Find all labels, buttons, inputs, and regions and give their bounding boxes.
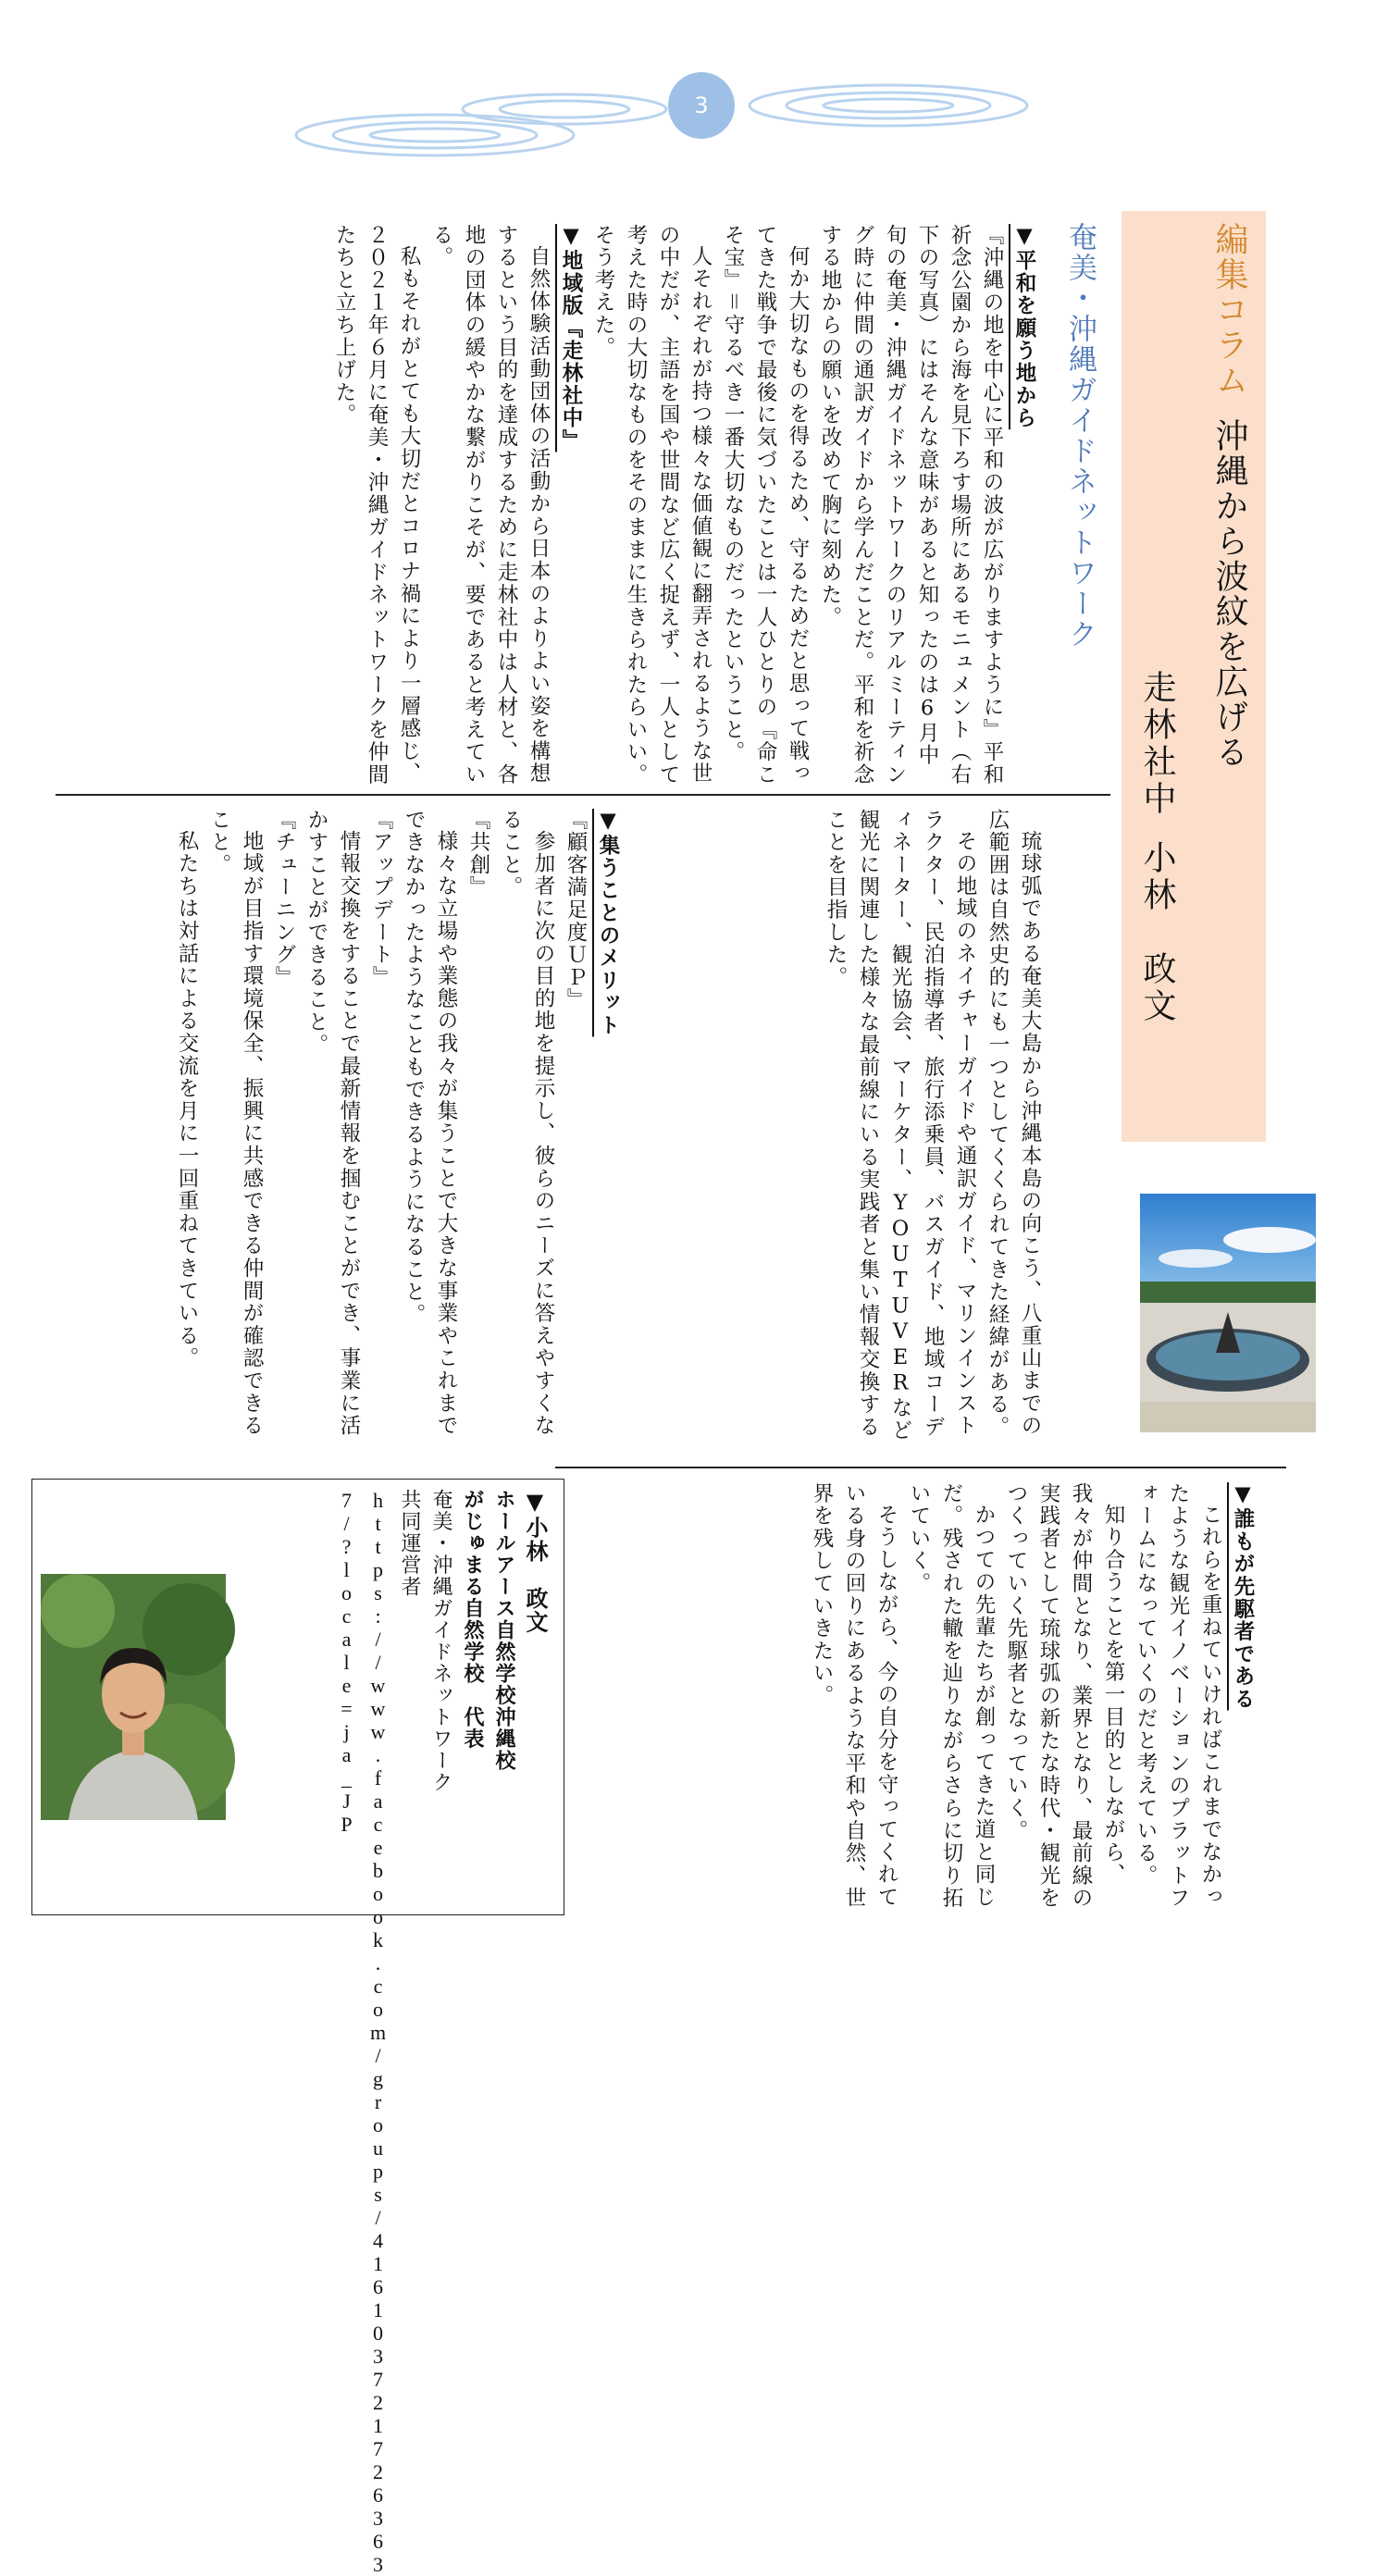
author-organization: 走林社中 xyxy=(1138,670,1176,818)
section-divider xyxy=(56,794,1110,796)
section-divider xyxy=(555,1467,1286,1468)
paragraph: そうしながら、今の自分を守ってくれている身の回りにあるような平和や自然、世界を残していきたい。 xyxy=(810,1482,898,1910)
profile-school-2: がじゅまる自然学校 代表 xyxy=(461,1489,484,1750)
profile-school: ホールアース自然学校沖縄校 xyxy=(492,1489,515,1772)
section-heading-regional: ▼地域版『走林社中』 xyxy=(559,224,583,452)
column-title-box xyxy=(1122,211,1266,1142)
merit-text: 参加者に次の目的地を提示し、彼らのニーズに答えやすくなること。 xyxy=(499,809,555,1437)
paragraph: 私もそれがとても大切だとコロナ禍により一層感じ、２０２１年６月に奄美・沖縄ガイドネットワークを仲間たちと立ち上げた。 xyxy=(332,224,421,786)
paragraph: かつての先輩たちが創ってきた道と同じだ。残された轍を辿りながらさらに切り拓いていく。 xyxy=(907,1482,996,1910)
profile-url-link[interactable]: https://www.facebook.com/groups/416103721726363 7/?locale=ja_JP xyxy=(335,1489,390,2576)
paragraph: 『沖縄の地を中心に平和の波が広がりますように』平和祈念公園から海を見下ろす場所にあるモニュメント（右下の写真）にはそんな意味があると知ったのは6月中旬の奄美・沖縄ガイドネットワークのリアルミーティング時に仲間の通訳ガイドから学んだことだ。平和を祈念する地からの願いを改めて胸に刻めた。 xyxy=(818,224,1004,786)
header-ripple-decoration xyxy=(278,65,1036,176)
paragraph: その地域のネイチャーガイドや通訳ガイド、マリンインストラクター、民泊指導者、旅行添乗員、バスガイド、地域コーディネーター、観光協会、マーケター、YOUTUVERなど観光に関連した様々な最前線にいる実践者と集い情報交換することを目指した。 xyxy=(824,809,977,1443)
author-portrait-photo xyxy=(41,1574,226,1820)
section-heading-peace: ▼平和を願う地から xyxy=(1012,224,1036,430)
profile-role: 共同運営者 xyxy=(398,1489,421,1598)
paragraph: 私たちは対話による交流を月に一回重ねてきている。 xyxy=(175,829,199,1369)
paragraph: 琉球弧である奄美大島から沖縄本島の向こう、八重山までの広範囲は自然史的にも一つとしてくくられてきた経緯がある。 xyxy=(985,809,1042,1439)
profile-name: ▼小林 政文 xyxy=(522,1489,548,1634)
author-name: 小林 政文 xyxy=(1138,840,1176,1025)
profile-text xyxy=(236,1489,551,2576)
section-heading-pioneer: ▼誰もが先駆者である xyxy=(1231,1482,1255,1711)
paragraph: 人それぞれが持つ様々な価値観に翻弄されるような世の中だが、主語を国や世間など広く捉えず、一人として考えた時の大切なものをそのままに生きられたらいい。そう考えた。 xyxy=(591,224,713,786)
merit-text: 情報交換をすることで最新情報を掴むことができ、事業に活かすことができること。 xyxy=(304,809,361,1437)
paragraph: 自然体験活動団体の活動から日本のよりよい姿を構想するという目的を達成するために走林社中は人材と、各地の団体の緩やかな繋がりこそが、要であると考えている。 xyxy=(429,224,551,786)
paragraph: 何か大切なものを得るため、守るためだと思って戦ってきた戦争で最後に気づいたことは一人ひとりの『命こそ宝』＝守るべき一番大切なものだったということ。 xyxy=(721,224,810,786)
section-heading-merits: ▼集うことのメリット xyxy=(596,809,620,1037)
merit-text: 様々な立場や業態の我々が集うことで大きな事業やこれまでできなかったようなこともできるようになること。 xyxy=(402,809,458,1437)
upper-text-block xyxy=(68,224,1040,786)
pioneer-text-block xyxy=(592,1482,1258,1917)
column-title: 沖縄から波紋を広げる xyxy=(1210,418,1248,770)
column-subtitle: 奄美・沖縄ガイドネットワーク xyxy=(1063,222,1097,650)
middle-text-block xyxy=(583,809,1046,1447)
paragraph: これらを重ねていければこれまでなかったような観光イノベーションのプラットフォームになっていくのだと考えている。 xyxy=(1134,1482,1222,1910)
merit-title: 『チューニング』 xyxy=(272,809,296,989)
merit-title: 『アップデート』 xyxy=(369,809,393,989)
merits-text-block xyxy=(68,809,624,1447)
page-number-badge: 3 xyxy=(668,72,735,139)
column-kicker: 編集コラム xyxy=(1210,222,1248,398)
merit-title: 『共創』 xyxy=(466,809,490,899)
profile-organization: 奄美・沖縄ガイドネットワーク xyxy=(429,1489,452,1793)
merit-title: 『顧客満足度ＵＰ』 xyxy=(564,809,588,1011)
paragraph: 知り合うことを第一目的としながら、我々が仲間となり、業界となり、最前線の実践者として琉球弧の新たな時代・観光をつくっていく先駆者となっていく。 xyxy=(1004,1482,1125,1910)
merit-text: 地域が目指す環境保全、振興に共感できる仲間が確認できること。 xyxy=(207,809,264,1437)
peace-monument-photo xyxy=(1140,1194,1316,1432)
